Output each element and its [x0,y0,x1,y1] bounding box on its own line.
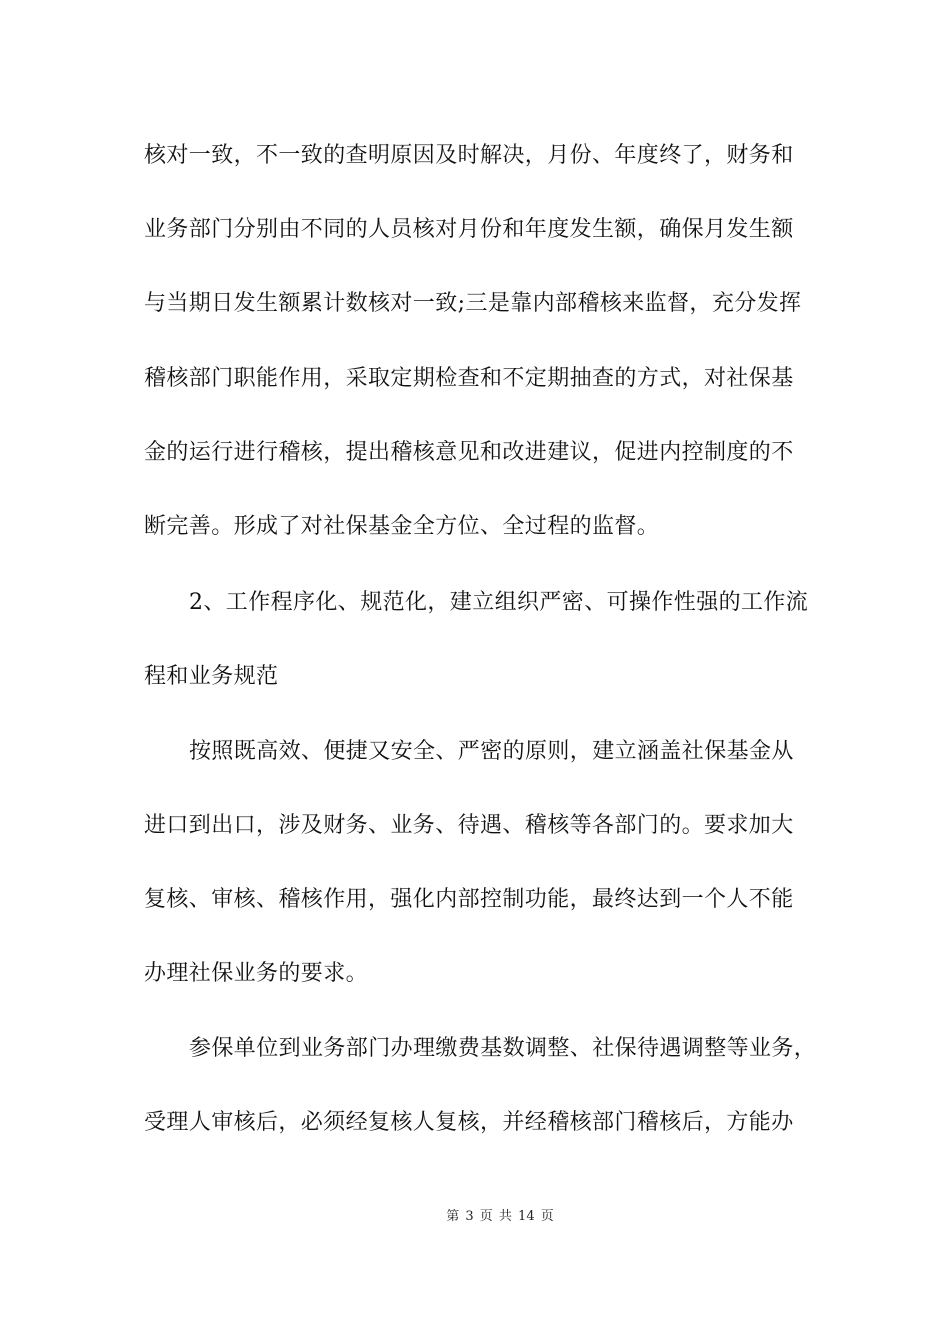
text-line: 进口到出口，涉及财务、业务、待遇、稽核等各部门的。要求加大 [144,813,794,838]
text-line: 金的运行进行稽核，提出稽核意见和改进建议，促进内控制度的不 [144,440,794,465]
paragraph-first-line: 按照既高效、便捷又安全、严密的原则，建立涵盖社保基金从 [189,739,794,764]
paragraph-first-line: 参保单位到业务部门办理缴费基数调整、社保待遇调整等业务， [189,1036,817,1061]
text-line: 断完善。形成了对社保基金全方位、全过程的监督。 [144,514,660,539]
section-heading-line: 程和业务规范 [144,664,279,689]
text-line: 复核、审核、稽核作用，强化内部控制功能，最终达到一个人不能 [144,887,794,912]
page-number-footer: 第 3 页 共 14 页 [446,1209,554,1224]
text-line: 业务部门分别由不同的人员核对月份和年度发生额，确保月发生额 [144,217,794,242]
text-line: 稽核部门职能作用，采取定期检查和不定期抽查的方式，对社保基 [144,366,794,391]
text-line: 与当期日发生额累计数核对一致;三是靠内部稽核来监督，充分发挥 [144,291,802,316]
text-line: 办理社保业务的要求。 [144,961,369,986]
text-line: 受理人审核后，必须经复核人复核，并经稽核部门稽核后，方能办 [144,1110,794,1135]
section-heading-line: 2、工作程序化、规范化，建立组织严密、可操作性强的工作流 [189,590,809,615]
text-line: 核对一致，不一致的查明原因及时解决，月份、年度终了，财务和 [144,143,794,168]
